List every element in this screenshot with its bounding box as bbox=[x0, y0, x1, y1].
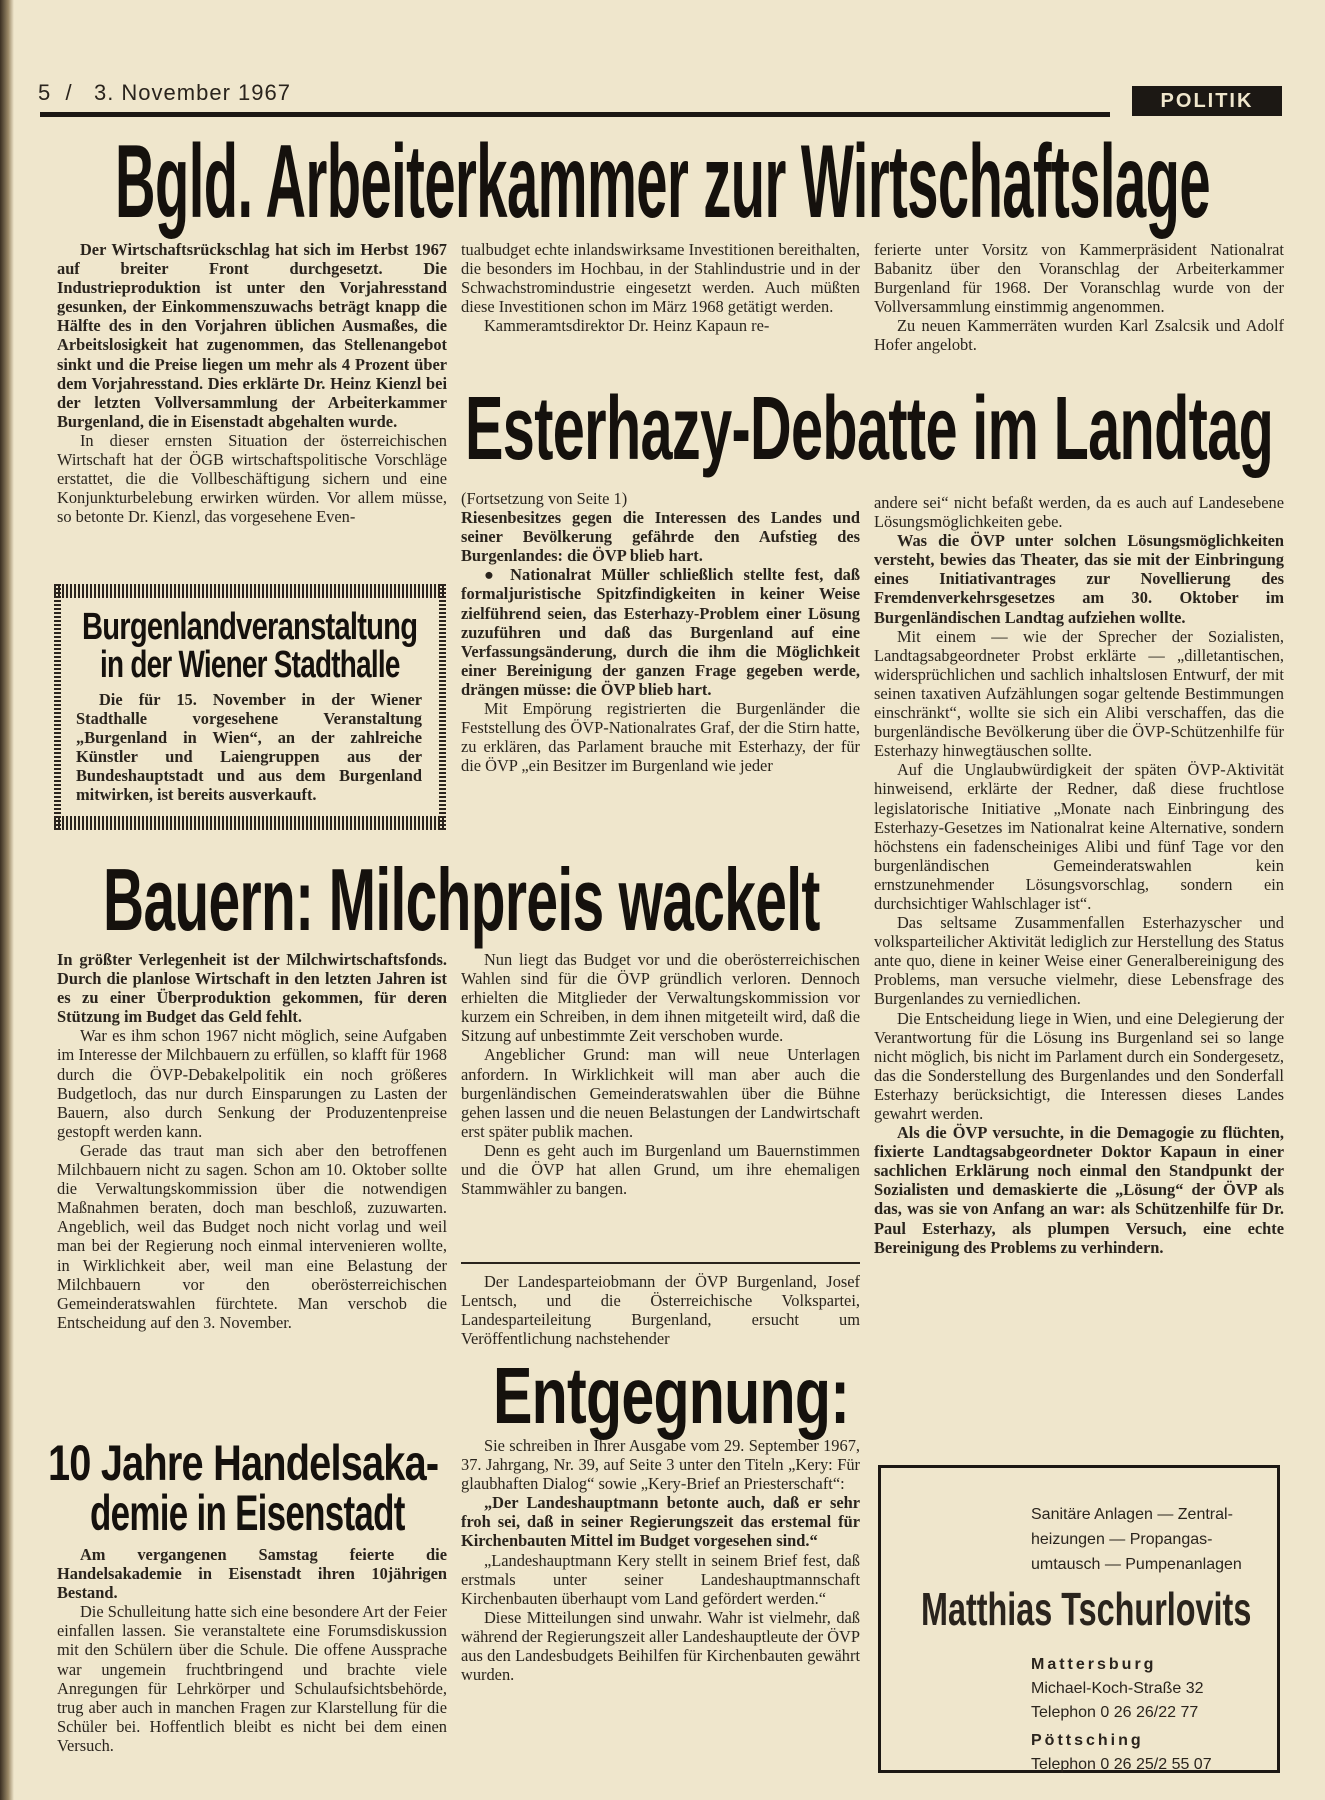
event-box bbox=[54, 584, 446, 830]
page-edge bbox=[0, 0, 14, 1800]
article5-body bbox=[57, 1545, 447, 1755]
section-badge: POLITIK bbox=[1132, 86, 1282, 116]
ad-service-line: heizungen — Propangas- bbox=[1031, 1531, 1213, 1548]
paragraph: Was die ÖVP unter solchen Lösungsmöglichkeiten versteht, bewies das Theater, das sie mit der Einbringung eines Initiativantrages zur Novellierung des Fremdenverkehrsgesetzes am 30. Oktober im Burgenländischen Landtag aufziehen wollte. bbox=[874, 531, 1284, 627]
ad-services bbox=[1031, 1502, 1242, 1577]
article1-col1 bbox=[57, 240, 447, 526]
paragraph: ● Nationalrat Müller schließlich stellte fest, daß formaljuristische Spitzfindigkeiten in keiner Weise zielführend seien, das Esterhazy-Problem einer Lösung zuzuführen und daß das Burgenland auf eine Verfassungsänderung, durch die ihm die Möglichkeit einer Bereinigung der ganzen Frage gegeben werde, drängen müsse: die ÖVP blieb hart. bbox=[461, 565, 860, 699]
box-border-left bbox=[54, 584, 61, 830]
box-border-bottom bbox=[54, 816, 446, 830]
paragraph: Mit Empörung registrierten die Burgenländer die Feststellung des ÖVP-Nationalrates Graf, der die Stirn hatte, zu erklären, das Parlament brauche mit Esterhazy, der für die ÖVP „ein Besitzer im Burgenland wie jeder bbox=[461, 699, 860, 776]
paragraph: Gerade das traut man sich aber den betroffenen Milchbauern nicht zu sagen. Schon am 10. Oktober sollte die Verwaltungskommission über die notwendigen Maßnahmen beraten, doch man beschloß, zuzuwarten. Angeblich, weil das Budget noch nicht vorlag und weil man bei der Regierung noch einmal intervenieren wollte, in Wirklichkeit aber, weil man eine Belastung der Milchbauern vor den oberösterreichischen Gemeinderatswahlen fürchtete. Man verschob die Entscheidung auf den 3. November. bbox=[57, 1140, 447, 1332]
paragraph: Der Landesparteiobmann der ÖVP Burgenland, Josef Lentsch, und die Österreichische Volkspartei, Landesparteileitung Burgenland, ersucht um Veröffentlichung nachstehender bbox=[461, 1272, 860, 1349]
box-border-right bbox=[439, 584, 446, 830]
ad-city: Mattersburg bbox=[1031, 1656, 1157, 1673]
paragraph: Die Schulleitung hatte sich eine besondere Art der Feier einfallen lassen. Sie veranstaltete eine Forumsdiskussion mit den Schülern über die Schule. Die offene Aussprache war ungemein fruchtbringend und brachte viele Anregungen für Lehrkörper und Schulaufsichtsbehörde, trug aber auch in manchen Fragen zur Klarstellung für die Schüler bei. Hoffentlich bleibt es nicht bei dem einen Versuch. bbox=[57, 1602, 447, 1755]
article1-col3 bbox=[874, 240, 1284, 355]
box-border-top bbox=[54, 584, 446, 598]
advertisement bbox=[878, 1465, 1280, 1773]
paragraph: Die Entscheidung liege in Wien, und eine Delegierung der Verantwortung für die Lösung ins Burgenland sei so lange nicht möglich, bis nicht im Parlament durch ein Sondergesetz, das die Sonderstellung des Burgenlandes und den Sonderfall Esterhazy berücksichtigt, die Interessen dieses Landes gewahrt werden. bbox=[874, 1008, 1284, 1123]
box-headline-line2: in der Wiener Stadthalle bbox=[100, 644, 400, 686]
divider bbox=[461, 1262, 860, 1264]
paragraph: Am vergangenen Samstag feierte die Handelsakademie in Eisenstadt ihren 10jährigen Bestand. bbox=[57, 1545, 447, 1603]
article2-col3 bbox=[874, 493, 1284, 1257]
headline-handelsakademie-line2: demie in Eisenstadt bbox=[90, 1485, 405, 1541]
article2-col2 bbox=[461, 489, 860, 775]
ad-street: Michael-Koch-Straße 32 bbox=[1031, 1680, 1204, 1697]
ad-phone: Telephon 0 26 25/2 55 07 bbox=[1031, 1756, 1212, 1773]
ad-city: Pöttsching bbox=[1031, 1732, 1144, 1749]
paragraph: tualbudget echte inlandswirksame Investitionen bereithalten, die besonders im Hochbau, in der Stahlindustrie und in der Schwachstromindustrie eingesetzt werden. Auch müßten diese Investitionen schon im März 1968 getätigt werden. bbox=[461, 240, 860, 317]
article1-col2 bbox=[461, 240, 860, 335]
paragraph: Diese Mitteilungen sind unwahr. Wahr ist vielmehr, daß während der Regierungszeit aller Landeshauptleute der ÖVP aus den Landesbudgets Beihilfen für Kirchenbauten gewährt wurden. bbox=[461, 1607, 860, 1685]
article4-body bbox=[461, 1436, 860, 1684]
paragraph: Als die ÖVP versuchte, in die Demagogie zu flüchten, fixierte Landtagsabgeordneter Doktor Kapaun in einer sachlichen Erklärung noch einmal den Standpunkt der Sozialisten und demaskierte die „Lösung“ der ÖVP als das, was sie von Anfang an war: als Schützenhilfe für Dr. Paul Esterhazy, als plumpen Versuch, eine echte Bereinigung des Problems zu verhindern. bbox=[874, 1123, 1284, 1257]
paragraph: „Der Landeshauptmann betonte auch, daß er sehr froh sei, daß in seiner Regierungszeit das erstemal für Kirchenbauten Mittel im Budget vorgesehen sind.“ bbox=[461, 1493, 860, 1551]
continuation-note: (Fortsetzung von Seite 1) bbox=[461, 489, 628, 508]
ad-company-name: Matthias Tschurlovits bbox=[921, 1583, 1252, 1635]
paragraph: Sie schreiben in Ihrer Ausgabe vom 29. September 1967, 37. Jahrgang, Nr. 39, auf Seite 3 unter den Titeln „Kery: Für glaubhaften Dialog“ sowie „Kery-Brief an Priesterschaft“: bbox=[461, 1436, 860, 1494]
paragraph: Mit einem — wie der Sprecher der Sozialisten, Landtagsabgeordneter Probst erklärte — „dilletantischen, widersprüchlichen und sachlich inhaltslosen Entwurf, der mit seinen taxativen Aufzählungen sogar geltende Bestimmungen einschränkt“, wollte sie sich ein Alibi verschaffen, das die burgenländische Bevölkerung über die ÖVP-Schützenhilfe für Esterhazy hinwegtäuschen sollte. bbox=[874, 626, 1284, 761]
ad-service-line: umtausch — Pumpenanlagen bbox=[1031, 1556, 1242, 1573]
header-rule bbox=[40, 112, 1110, 117]
paragraph: Denn es geht auch im Burgenland um Bauernstimmen und die ÖVP hat allen Grund, um ihre ehemaligen Stammwähler zu bangen. bbox=[461, 1140, 860, 1199]
paragraph: Die für 15. November in der Wiener Stadthalle vorgesehene Veranstaltung „Burgenland in Wien“, an der zahlreiche Künstler und Laiengruppen aus der Bundeshauptstadt und aus dem Burgenland mitwirken, ist bereits ausverkauft. bbox=[76, 690, 422, 805]
paragraph: Auf die Unglaubwürdigkeit der späten ÖVP-Aktivität hinweisend, erklärte der Redner, daß diese fruchtlose legislatorische Initiative „Monate nach Einbringung des Esterhazy-Gesetzes im Nationalrat keine Alternative, sondern höchstens ein fadenscheiniges Alibi und fünf Tage vor den burgenländischen Gemeinderatswahlen kein ernstzunehmender Lösungsvorschlag, sondern ein durchsichtiger Wahlschlager ist“. bbox=[874, 760, 1284, 913]
paragraph: In größter Verlegenheit ist der Milchwirtschaftsfonds. Durch die planlose Wirtschaft in den letzten Jahren ist es zu einer Überproduktion gekommen, für deren Stützung im Budget das Geld fehlt. bbox=[57, 950, 447, 1027]
paragraph: ferierte unter Vorsitz von Kammerpräsident Nationalrat Babanitz über den Voranschlag der Arbeiterkammer Burgenland für 1968. Der Voranschlag wurde von der Vollversammlung einstimmig angenommen. bbox=[874, 240, 1284, 317]
paragraph: War es ihm schon 1967 nicht möglich, seine Aufgaben im Interesse der Milchbauern zu erfüllen, so klafft für 1968 durch die ÖVP-Debakelpolitik ein noch größeres Budgetloch, das nur durch Einsparungen zu Lasten der Bauern, also durch Senkung der Produzentenpreise gestopft werden kann. bbox=[57, 1026, 447, 1141]
issue-date: 3. November 1967 bbox=[93, 80, 291, 105]
ad-address bbox=[1031, 1653, 1212, 1777]
ad-phone: Telephon 0 26 26/22 77 bbox=[1031, 1704, 1199, 1721]
headline-esterhazy: Esterhazy-Debatte im Landtag bbox=[465, 379, 1274, 479]
paragraph: Riesenbesitzes gegen die Interessen des Landes und seiner Bevölkerung gefährde den Aufstieg des Burgenlandes: die ÖVP blieb hart. bbox=[461, 508, 860, 566]
paragraph: „Landeshauptmann Kery stellt in seinem Brief fest, daß erstmals unter seiner Landeshauptmannschaft Kirchenbauten überhaupt vom Land gefördert werden.“ bbox=[461, 1550, 860, 1608]
paragraph: In dieser ernsten Situation der österreichischen Wirtschaft hat der ÖGB wirtschaftspolitische Vorschläge erstattet, die die Vollbeschäftigung sichern und eine Konjunkturbelebung erwirken würden. Vor allem müsse, so betonte Dr. Kienzl, das vorgesehene Even- bbox=[57, 430, 447, 527]
paragraph: Der Wirtschaftsrückschlag hat sich im Herbst 1967 auf breiter Front durchgesetzt. Die Industrieproduktion ist unter den Vorjahresstand gesunken, der Einkommenszuwachs beträgt knapp die Hälfte des in den Vorjahren üblichen Ausmaßes, die Arbeitslosigkeit hat zugenommen, das Stellenangebot sinkt und die Preise liegen um mehr als 4 Prozent über dem Vorjahresstand. Dies erklärte Dr. Heinz Kienzl bei der letzten Vollversammlung der Arbeiterkammer Burgenland, die in Eisenstadt abgehalten wurde. bbox=[57, 240, 447, 431]
page-number: 5 bbox=[38, 80, 52, 105]
masthead-date bbox=[38, 80, 291, 106]
paragraph: Angeblicher Grund: man will neue Unterlagen anfordern. In Wirklichkeit will man aber auch die burgenländischen Gemeinderatswahlen über die Bühne gehen lassen und die neuen Belastungen der Landwirtschaft erst später publik machen. bbox=[461, 1045, 860, 1141]
headline-arbeiterkammer: Bgld. Arbeiterkammer zur Wirtschaftslage bbox=[115, 124, 1210, 240]
article4-intro bbox=[461, 1272, 860, 1348]
paragraph: Nun liegt das Budget vor und die oberösterreichischen Wahlen sind für die ÖVP gründlich verloren. Dennoch erhielten die Mitglieder der Verwaltungskommission vor kurzem ein Schreiben, in dem ihnen mitgeteilt wird, daß die Sitzung auf unbestimmte Zeit verschoben wurde. bbox=[461, 950, 860, 1046]
box-text bbox=[76, 690, 422, 805]
ad-service-line: Sanitäre Anlagen — Zentral- bbox=[1031, 1506, 1233, 1523]
paragraph: andere sei“ nicht befaßt werden, da es auch auf Landesebene Lösungsmöglichkeiten gebe. bbox=[874, 493, 1284, 532]
paragraph: Das seltsame Zusammenfallen Esterhazyscher und volksparteilicher Aktivität lediglich zur Herstellung des Status ante quo, diene in keiner Weise einer Generalbereinigung des Problems, man versuche vielmehr, diese Lebensfrage des Burgenlandes zu verniedlichen. bbox=[874, 913, 1284, 1009]
article3-col2 bbox=[461, 950, 860, 1198]
separator: / bbox=[65, 80, 73, 105]
article3-col1 bbox=[57, 950, 447, 1332]
paragraph: Zu neuen Kammerräten wurden Karl Zsalcsik und Adolf Hofer angelobt. bbox=[874, 316, 1284, 355]
headline-bauern: Bauern: Milchpreis wackelt bbox=[103, 850, 820, 949]
headline-handelsakademie-line1: 10 Jahre Handelsaka- bbox=[48, 1435, 439, 1491]
box-headline-line1: Burgenlandveranstaltung bbox=[82, 606, 418, 648]
paragraph: Kammeramtsdirektor Dr. Heinz Kapaun re- bbox=[483, 316, 770, 336]
headline-entgegnung: Entgegnung: bbox=[493, 1351, 850, 1440]
